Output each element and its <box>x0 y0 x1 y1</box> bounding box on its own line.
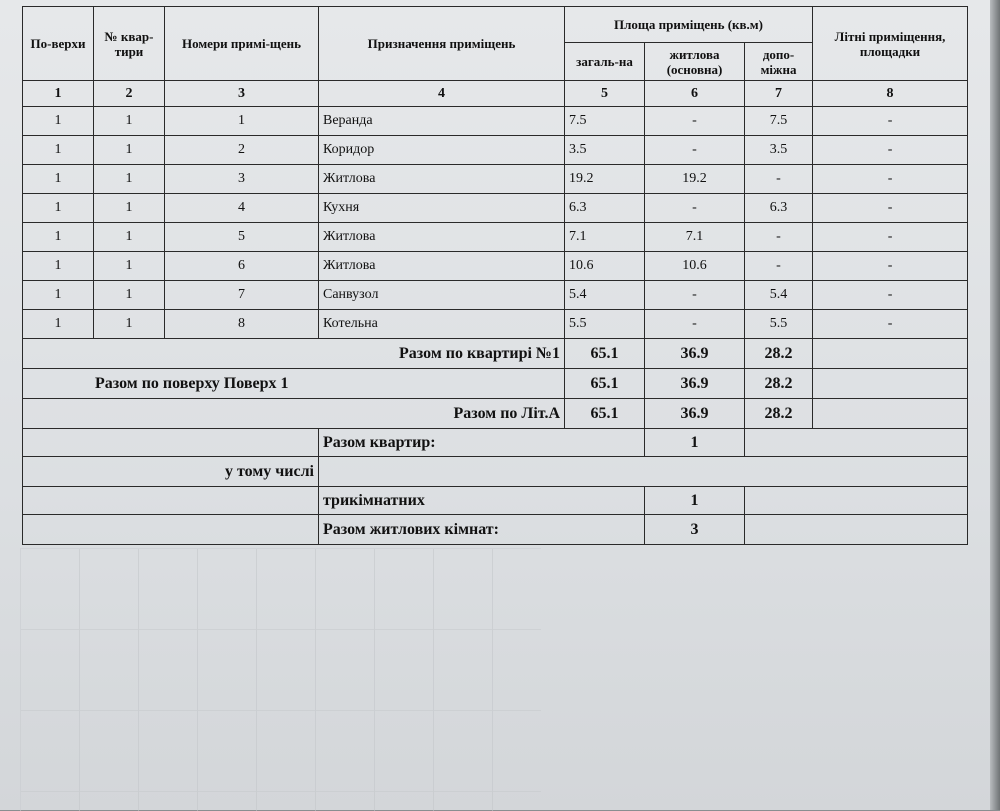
cell-apartment: 1 <box>94 194 165 223</box>
cell-purpose: Санвузол <box>319 281 565 310</box>
cell-floor: 1 <box>23 252 94 281</box>
cell-purpose: Котельна <box>319 310 565 339</box>
building-total-area: 65.1 <box>565 399 645 429</box>
building-living-area: 36.9 <box>645 399 745 429</box>
cell-room: 7 <box>165 281 319 310</box>
cell-total-area: 10.6 <box>565 252 645 281</box>
cell-total-area: 3.5 <box>565 136 645 165</box>
cell-summer-area: - <box>813 310 968 339</box>
cell-purpose: Житлова <box>319 252 565 281</box>
cell-apartment: 1 <box>94 107 165 136</box>
cell-aux-area: 5.4 <box>745 281 813 310</box>
cell-living-area: - <box>645 136 745 165</box>
summary-empty-cell <box>319 457 968 487</box>
cell-total-area: 6.3 <box>565 194 645 223</box>
column-number: 6 <box>645 81 745 107</box>
living-rooms-label: Разом житлових кімнат: <box>319 515 645 545</box>
cell-apartment: 1 <box>94 165 165 194</box>
cell-summer-area: - <box>813 194 968 223</box>
cell-living-area: 19.2 <box>645 165 745 194</box>
summary-empty-cell <box>23 429 319 457</box>
apartment-living-area: 36.9 <box>645 339 745 369</box>
apartment-aux-area: 28.2 <box>745 339 813 369</box>
table-row <box>23 165 968 194</box>
building-aux-area: 28.2 <box>745 399 813 429</box>
cell-aux-area: 3.5 <box>745 136 813 165</box>
cell-apartment: 1 <box>94 136 165 165</box>
cell-floor: 1 <box>23 281 94 310</box>
column-number-row <box>23 81 968 107</box>
summary-empty-cell <box>23 515 319 545</box>
cell-total-area: 5.5 <box>565 310 645 339</box>
cell-total-area: 7.1 <box>565 223 645 252</box>
building-total-label: Разом по Літ.А <box>23 399 565 429</box>
cell-room: 8 <box>165 310 319 339</box>
summary-empty-cell <box>745 429 968 457</box>
cell-apartment: 1 <box>94 310 165 339</box>
cell-living-area: 10.6 <box>645 252 745 281</box>
summary-empty-cell <box>745 515 968 545</box>
including-label: у тому числі <box>23 457 319 487</box>
living-rooms-value: 3 <box>645 515 745 545</box>
cell-summer-area: - <box>813 107 968 136</box>
cell-floor: 1 <box>23 194 94 223</box>
column-number: 2 <box>94 81 165 107</box>
header-total: загаль-на <box>565 43 645 81</box>
cell-purpose: Житлова <box>319 165 565 194</box>
cell-living-area: - <box>645 107 745 136</box>
cell-total-area: 19.2 <box>565 165 645 194</box>
cell-summer-area: - <box>813 165 968 194</box>
floor-total-row <box>23 369 968 399</box>
cell-aux-area: - <box>745 165 813 194</box>
cell-aux-area: 7.5 <box>745 107 813 136</box>
cell-total-area: 5.4 <box>565 281 645 310</box>
apartments-count-label: Разом квартир: <box>319 429 645 457</box>
cell-purpose: Житлова <box>319 223 565 252</box>
three-room-value: 1 <box>645 487 745 515</box>
apartment-total-area: 65.1 <box>565 339 645 369</box>
bleed-through-grid <box>20 548 541 811</box>
column-number: 1 <box>23 81 94 107</box>
living-rooms-row <box>23 515 968 545</box>
header-living: житлова (основна) <box>645 43 745 81</box>
apartment-total-label: Разом по квартирі №1 <box>23 339 565 369</box>
cell-total-area: 7.5 <box>565 107 645 136</box>
cell-aux-area: 6.3 <box>745 194 813 223</box>
cell-aux-area: - <box>745 252 813 281</box>
floor-total-label: Разом по поверху Поверх 1 <box>23 369 565 399</box>
cell-summer-area: - <box>813 252 968 281</box>
cell-floor: 1 <box>23 310 94 339</box>
header-auxiliary: допо-міжна <box>745 43 813 81</box>
building-total-row <box>23 399 968 429</box>
apartments-count-row <box>23 429 968 457</box>
header-room-numbers: Номери примі-щень <box>165 7 319 81</box>
header-purpose: Призначення приміщень <box>319 7 565 81</box>
column-number: 4 <box>319 81 565 107</box>
floor-living-area: 36.9 <box>645 369 745 399</box>
building-summer-area <box>813 399 968 429</box>
table-row <box>23 223 968 252</box>
header-summer: Літні приміщення, площадки <box>813 7 968 81</box>
floor-summer-area <box>813 369 968 399</box>
apartments-count-value: 1 <box>645 429 745 457</box>
floor-total-area: 65.1 <box>565 369 645 399</box>
cell-aux-area: - <box>745 223 813 252</box>
table-row <box>23 252 968 281</box>
header-area-group: Площа приміщень (кв.м) <box>565 7 813 43</box>
column-number: 7 <box>745 81 813 107</box>
table-row <box>23 107 968 136</box>
cell-aux-area: 5.5 <box>745 310 813 339</box>
table-row <box>23 136 968 165</box>
cell-apartment: 1 <box>94 223 165 252</box>
apartment-summer-area <box>813 339 968 369</box>
cell-floor: 1 <box>23 165 94 194</box>
apartment-total-row <box>23 339 968 369</box>
three-room-label: трикімнатних <box>319 487 645 515</box>
including-row <box>23 457 968 487</box>
column-number: 5 <box>565 81 645 107</box>
page-edge-shadow <box>990 0 1000 810</box>
header-apartment-no: № квар-тири <box>94 7 165 81</box>
cell-living-area: 7.1 <box>645 223 745 252</box>
cell-apartment: 1 <box>94 252 165 281</box>
cell-purpose: Кухня <box>319 194 565 223</box>
cell-living-area: - <box>645 194 745 223</box>
cell-room: 6 <box>165 252 319 281</box>
column-number: 3 <box>165 81 319 107</box>
cell-summer-area: - <box>813 281 968 310</box>
column-number: 8 <box>813 81 968 107</box>
table-row <box>23 281 968 310</box>
table-row <box>23 194 968 223</box>
cell-purpose: Коридор <box>319 136 565 165</box>
cell-summer-area: - <box>813 136 968 165</box>
cell-summer-area: - <box>813 223 968 252</box>
summary-empty-cell <box>23 487 319 515</box>
cell-purpose: Веранда <box>319 107 565 136</box>
table-row <box>23 310 968 339</box>
cell-room: 5 <box>165 223 319 252</box>
cell-floor: 1 <box>23 107 94 136</box>
cell-floor: 1 <box>23 136 94 165</box>
cell-apartment: 1 <box>94 281 165 310</box>
cell-room: 4 <box>165 194 319 223</box>
cell-room: 3 <box>165 165 319 194</box>
cell-room: 2 <box>165 136 319 165</box>
cell-room: 1 <box>165 107 319 136</box>
summary-empty-cell <box>745 487 968 515</box>
cell-floor: 1 <box>23 223 94 252</box>
cell-living-area: - <box>645 310 745 339</box>
floor-aux-area: 28.2 <box>745 369 813 399</box>
header-floors: По-верхи <box>23 7 94 81</box>
cell-living-area: - <box>645 281 745 310</box>
three-room-row <box>23 487 968 515</box>
room-explication-table <box>22 6 968 545</box>
